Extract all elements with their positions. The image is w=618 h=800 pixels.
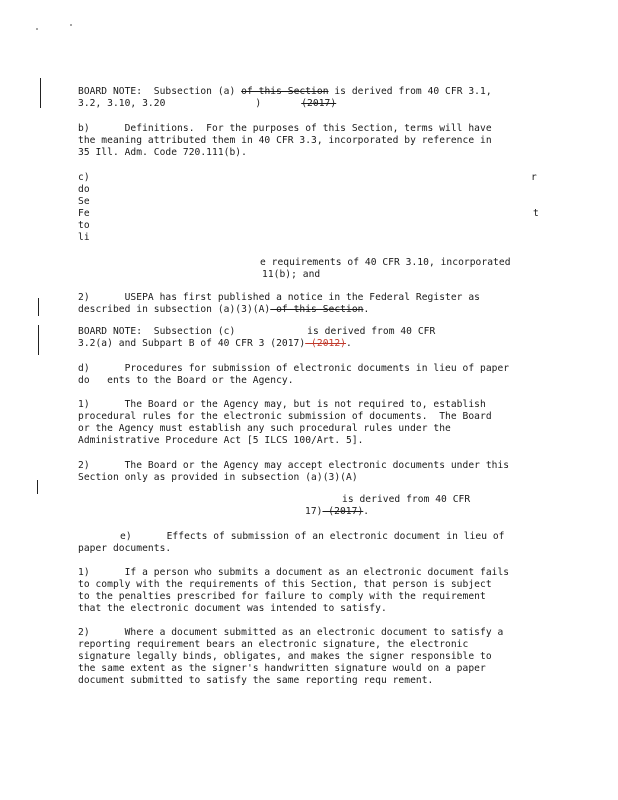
obscured-line-4: Fe bbox=[78, 208, 90, 219]
text-run: is derived from 40 CFR bbox=[307, 326, 436, 337]
usepa-line-2 bbox=[78, 304, 369, 316]
scan-speck bbox=[36, 28, 38, 30]
effects-line-1 bbox=[78, 531, 505, 543]
d1-line-3: or the Agency must establish any such procedural rules under the bbox=[78, 423, 451, 434]
e2-line-2: reporting requirement bears an electronic signature, the electronic bbox=[78, 639, 469, 650]
struck-text: of this Section bbox=[241, 86, 329, 97]
board-note-d-line-1: is derived from 40 CFR bbox=[342, 494, 471, 505]
e2-line-5: document submitted to satisfy the same reporting requ rement. bbox=[78, 675, 434, 686]
effects-line-2: paper documents. bbox=[78, 543, 172, 554]
requirements-line: e requirements of 40 CFR 3.10, incorporated bbox=[260, 257, 511, 268]
revision-bar bbox=[38, 325, 39, 355]
board-note-c-line-2 bbox=[78, 338, 352, 350]
text-run: ) bbox=[255, 98, 262, 109]
e1-line-3: to the penalties prescribed for failure to comply with the requirement bbox=[78, 591, 486, 602]
board-note-a-line-2 bbox=[78, 98, 336, 110]
text-run: BOARD NOTE: Subsection (a) bbox=[78, 86, 242, 97]
obscured-right-fragment: r bbox=[531, 172, 537, 183]
e1-line-4: that the electronic document was intended to satisfy. bbox=[78, 603, 387, 614]
definitions-line-2: the meaning attributed them in 40 CFR 3.3, incorporated by reference in bbox=[78, 135, 492, 146]
struck-text: (2012) bbox=[305, 338, 347, 349]
e2-line-3: signature legally binds, obligates, and makes the signer responsible to bbox=[78, 651, 492, 662]
scan-speck bbox=[70, 24, 72, 26]
obscured-line-3: Se bbox=[78, 196, 90, 207]
board-note-a-line-1 bbox=[78, 86, 492, 98]
revision-bar bbox=[37, 480, 38, 494]
text-run: e) Effects of submission of an electronic document in lieu of bbox=[120, 531, 505, 542]
text-run: BOARD NOTE: Subsection (c) bbox=[78, 326, 242, 337]
procedures-line-2: do ents to the Board or the Agency. bbox=[78, 375, 294, 386]
requirements-line-2: 11(b); and bbox=[262, 269, 321, 280]
text-run: is derived from 40 CFR 3.1, bbox=[328, 86, 492, 97]
struck-text: (2017) bbox=[322, 506, 364, 517]
d1-line-1: 1) The Board or the Agency may, but is not required to, establish bbox=[78, 399, 486, 410]
board-note-c-line-1 bbox=[78, 326, 435, 338]
e2-line-1: 2) Where a document submitted as an electronic document to satisfy a bbox=[78, 627, 504, 638]
struck-text: (2017) bbox=[301, 98, 337, 109]
text-run: described in subsection (a)(3)(A) bbox=[78, 304, 271, 315]
e2-line-4: the same extent as the signer's handwritten signature would on a paper bbox=[78, 663, 486, 674]
procedures-line-1: d) Procedures for submission of electronic documents in lieu of paper bbox=[78, 363, 510, 374]
d2-line-1: 2) The Board or the Agency may accept electronic documents under this bbox=[78, 460, 510, 471]
obscured-right-fragment: t bbox=[533, 208, 539, 219]
d2-line-2: Section only as provided in subsection (a)(3)(A) bbox=[78, 472, 358, 483]
revision-bar bbox=[38, 298, 39, 316]
d1-line-4: Administrative Procedure Act [5 ILCS 100/Art. 5]. bbox=[78, 435, 364, 446]
struck-text: of this Section bbox=[270, 304, 364, 315]
text-run: 3.2(a) and Subpart B of 40 CFR 3 (2017) bbox=[78, 338, 306, 349]
board-note-d-line-2 bbox=[305, 506, 369, 518]
obscured-line-2: do bbox=[78, 184, 90, 195]
d1-line-2: procedural rules for the electronic submission of documents. The Board bbox=[78, 411, 492, 422]
e1-line-2: to comply with the requirements of this Section, that person is subject bbox=[78, 579, 492, 590]
e1-line-1: 1) If a person who submits a document as an electronic document fails bbox=[78, 567, 510, 578]
obscured-line-6: li bbox=[78, 232, 90, 243]
definitions-line-3: 35 Ill. Adm. Code 720.111(b). bbox=[78, 147, 247, 158]
revision-bar bbox=[40, 78, 41, 108]
obscured-line-5: to bbox=[78, 220, 90, 231]
definitions-line-1: b) Definitions. For the purposes of this Section, terms will have bbox=[78, 123, 492, 134]
text-run: 3.2, 3.10, 3.20 bbox=[78, 98, 166, 109]
usepa-line-1: 2) USEPA has first published a notice in the Federal Register as bbox=[78, 292, 480, 303]
text-run: . bbox=[346, 338, 352, 349]
text-run: . bbox=[363, 304, 370, 315]
obscured-line-1: c) bbox=[78, 172, 90, 183]
text-run: . bbox=[363, 506, 370, 517]
text-run: 17) bbox=[305, 506, 323, 517]
